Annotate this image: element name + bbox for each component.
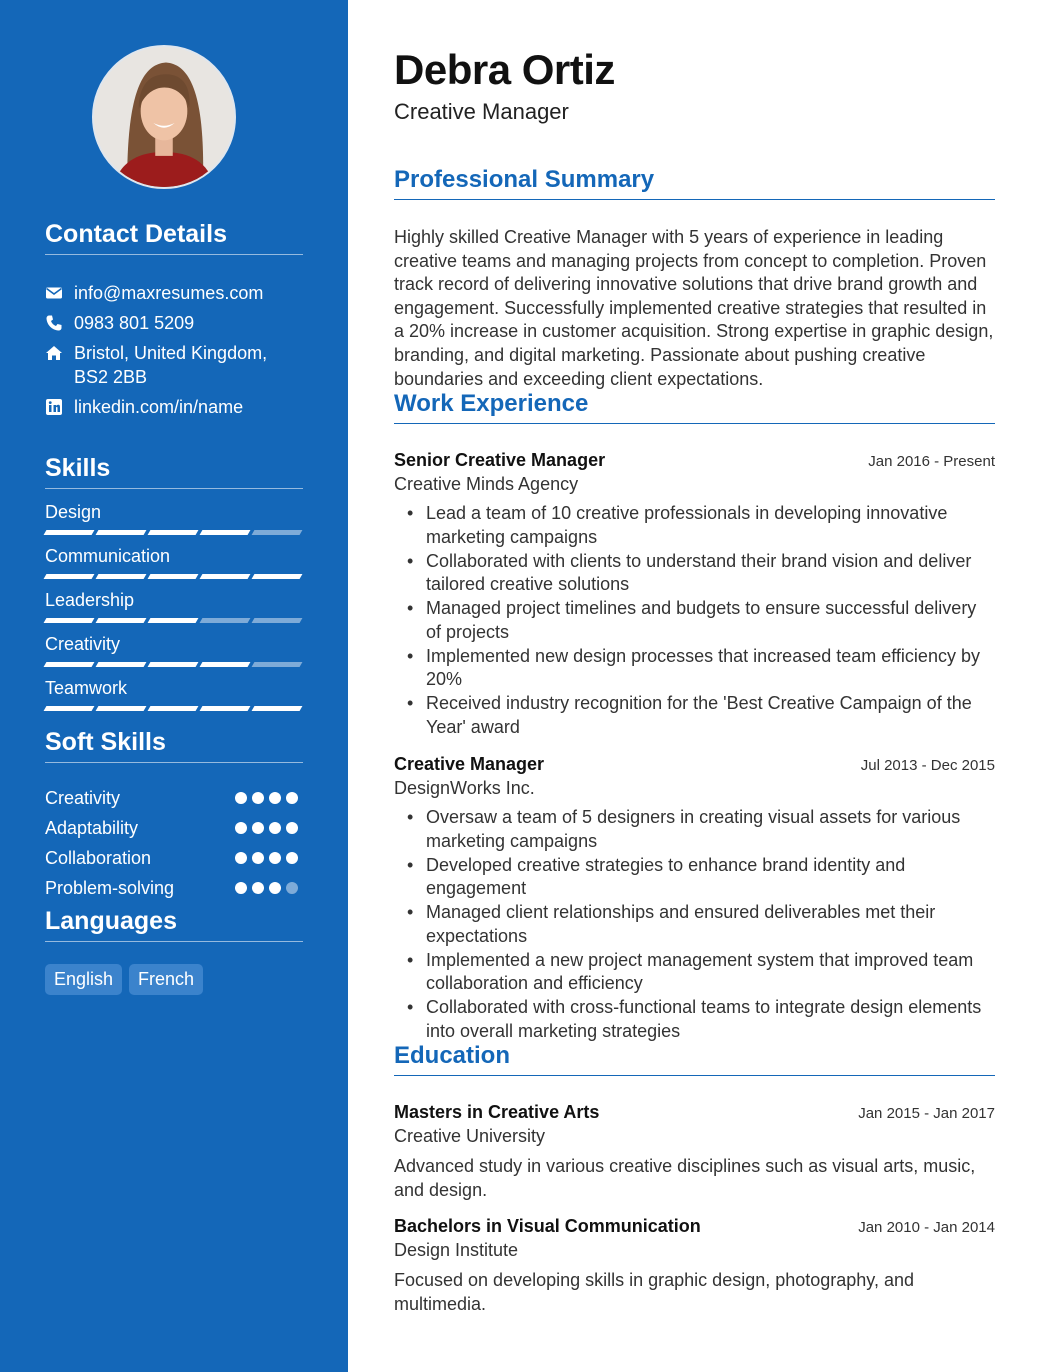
contact-phone-text: 0983 801 5209 [74,313,195,333]
skill-level-segment [148,706,199,711]
contact-phone[interactable] [45,311,303,335]
skill-level-segment [252,574,303,579]
degree-title: Masters in Creative Arts [394,1102,600,1122]
skill-level-segment [96,706,147,711]
soft-skill-rating [235,852,303,864]
job-bullet: • Oversaw a team of 5 designers in creating visual assets for various marketing campaigns [394,806,995,853]
languages-section [45,906,303,995]
rating-dot [286,852,298,864]
skill-teamwork [45,677,303,711]
degree-title: Bachelors in Visual Communication [394,1216,701,1236]
skill-level-segment [252,706,303,711]
rating-dot [252,792,264,804]
linkedin-icon [45,398,63,416]
profile-photo [92,45,236,189]
rating-dot [269,852,281,864]
summary-heading: Professional Summary [394,165,995,200]
skill-level-segment [96,618,147,623]
skill-level-segment [200,618,251,623]
skill-level-segment [44,706,95,711]
skill-level-segment [148,618,199,623]
skill-level-segment [252,530,303,535]
skill-name: Creativity [45,634,121,654]
skill-bar [45,706,303,711]
job-company: Creative Minds Agency [394,474,579,494]
job-bullet: • Collaborated with clients to understand their brand vision and deliver tailored creative solutions [394,550,995,597]
envelope-icon [45,284,63,302]
contact-linkedin-text: linkedin.com/in/name [74,397,244,417]
profile-photo-image [94,47,234,187]
rating-dot [235,822,247,834]
education-description: Focused on developing skills in graphic design, photography, and multimedia. [394,1270,915,1314]
soft-skill-row [45,843,303,873]
languages-list [45,964,303,995]
school-name: Creative University [394,1126,546,1146]
soft-skills-list [45,783,303,903]
experience-heading: Work Experience [394,389,995,424]
rating-dot [235,882,247,894]
soft-skills-section [45,727,303,903]
languages-heading: Languages [45,906,303,942]
school-name: Design Institute [394,1240,519,1260]
skills-heading: Skills [45,453,303,489]
contact-address [45,341,303,389]
rating-dot [286,882,298,894]
skills-section [45,453,303,711]
skill-level-segment [148,530,199,535]
job-dates: Jul 2013 - Dec 2015 [860,757,995,774]
skill-level-segment [44,662,95,667]
job-dates: Jan 2016 - Present [868,453,995,470]
skill-level-segment [252,662,303,667]
education-description: Advanced study in various creative disciplines such as visual arts, music, and design. [394,1156,976,1200]
contact-email-text: info@maxresumes.com [74,283,264,303]
skill-bar [45,530,303,535]
soft-skill-name: Creativity [45,787,121,808]
contact-address-text: Bristol, United Kingdom, BS2 2BB [74,343,268,387]
job-company: DesignWorks Inc. [394,778,535,798]
contact-section [45,219,303,425]
skill-bar [45,662,303,667]
skill-bar [45,574,303,579]
soft-skill-rating [235,882,303,894]
job-bullet: • Received industry recognition for the 'Best Creative Campaign of the Year' award [394,692,995,739]
rating-dot [286,822,298,834]
skill-name: Teamwork [45,678,128,698]
soft-skill-rating [235,792,303,804]
skill-communication [45,545,303,579]
skills-list [45,501,303,711]
contact-linkedin[interactable] [45,395,303,419]
home-icon [45,344,63,362]
education-entry [394,1100,995,1202]
skill-level-segment [148,574,199,579]
soft-skill-row [45,813,303,843]
soft-skill-name: Problem-solving [45,877,175,898]
skill-level-segment [96,574,147,579]
skill-leadership [45,589,303,623]
skill-level-segment [252,618,303,623]
education-entry [394,1214,995,1316]
phone-icon [45,314,63,332]
sidebar [0,0,348,1372]
skill-level-segment [96,530,147,535]
job-title: Creative Manager [394,754,545,774]
education-dates: Jan 2010 - Jan 2014 [858,1219,995,1236]
language-chip: French [129,964,203,995]
job-bullet: • Collaborated with cross-functional teams to integrate design elements into overall marketing strategies [394,996,995,1043]
rating-dot [252,852,264,864]
job-bullet: • Lead a team of 10 creative professionals in developing innovative marketing campaigns [394,502,995,549]
rating-dot [269,882,281,894]
contact-email[interactable] [45,281,303,305]
contact-heading: Contact Details [45,219,303,255]
rating-dot [252,882,264,894]
job-bullet: • Implemented a new project management system that improved team collaboration and efficiency [394,949,995,996]
skill-level-segment [200,662,251,667]
job-entry [394,448,995,740]
language-chip: English [45,964,122,995]
education-heading: Education [394,1041,995,1076]
skill-level-segment [200,530,251,535]
soft-skill-rating [235,822,303,834]
skill-design [45,501,303,535]
education-dates: Jan 2015 - Jan 2017 [858,1105,995,1122]
job-entry [394,752,995,1044]
rating-dot [235,792,247,804]
skill-level-segment [148,662,199,667]
skill-name: Design [45,502,102,522]
job-bullet: • Developed creative strategies to enhance brand identity and engagement [394,854,995,901]
candidate-role: Creative Manager [394,99,569,124]
soft-skill-row [45,873,303,903]
skill-level-segment [44,574,95,579]
job-bullet: • Managed client relationships and ensured deliverables met their expectations [394,901,995,948]
soft-skill-name: Adaptability [45,817,139,838]
rating-dot [286,792,298,804]
soft-skills-heading: Soft Skills [45,727,303,763]
skill-level-segment [200,706,251,711]
contact-list [45,281,303,419]
summary-text: Highly skilled Creative Manager with 5 years of experience in leading creative teams and managing projects from concept to completion. Proven track record of delivering innovative solutions that drive brand growth and engagement. Successfully implemented creative strategies that resulted in a 20% increase in customer acquisition. Strong expertise in graphic design, branding, and digital marketing. Passionate about pushing creative boundaries and exceeding client expectations. [394,227,994,389]
skill-level-segment [200,574,251,579]
rating-dot [269,792,281,804]
candidate-name: Debra Ortiz [394,46,615,93]
job-bullet: • Implemented new design processes that increased team efficiency by 20% [394,645,995,692]
job-title: Senior Creative Manager [394,450,606,470]
job-bullets [394,502,995,739]
job-bullet: • Managed project timelines and budgets to ensure successful delivery of projects [394,597,995,644]
skill-level-segment [44,530,95,535]
skill-bar [45,618,303,623]
rating-dot [269,822,281,834]
skill-name: Communication [45,546,171,566]
rating-dot [235,852,247,864]
skill-creativity [45,633,303,667]
soft-skill-name: Collaboration [45,847,152,868]
soft-skill-row [45,783,303,813]
rating-dot [252,822,264,834]
skill-level-segment [44,618,95,623]
job-bullets [394,806,995,1043]
skill-level-segment [96,662,147,667]
skill-name: Leadership [45,590,135,610]
